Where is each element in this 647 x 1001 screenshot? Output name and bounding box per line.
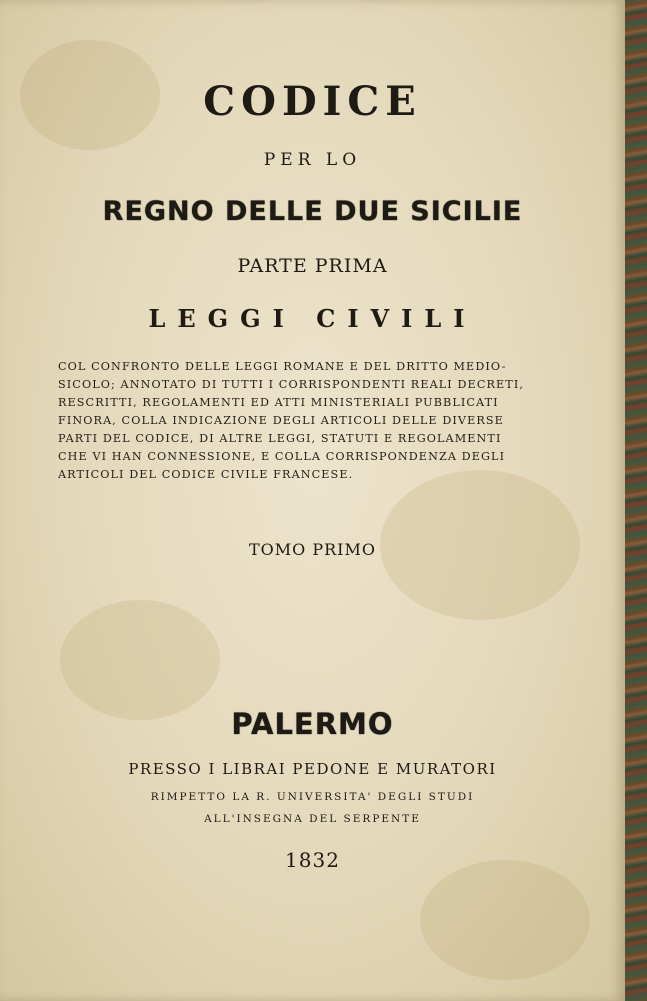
volume-label: TOMO PRIMO <box>248 540 376 559</box>
book-spine-edge <box>625 0 647 1001</box>
description-line: RESCRITTI, REGOLAMENTI ED ATTI MINISTERIALI PUBBLICATI <box>58 396 499 409</box>
description-line: ARTICOLI DEL CODICE CIVILE FRANCESE. <box>58 468 354 481</box>
description-line: SICOLO; ANNOTATO DI TUTTI I CORRISPONDENTI REALI DECRETI, <box>58 378 525 391</box>
city-name: PALERMO <box>231 707 394 741</box>
publication-year: 1832 <box>285 848 340 872</box>
description-line: FINORA, COLLA INDICAZIONE DEGLI ARTICOLI DELLE DIVERSE <box>58 414 504 427</box>
address-line-1: RIMPETTO LA R. UNIVERSITA' DEGLI STUDI <box>150 791 475 803</box>
book-title: CODICE <box>203 78 422 125</box>
paper-stain <box>420 860 590 980</box>
laws-heading: LEGGI CIVILI <box>148 304 477 333</box>
description-line: COL CONFRONTO DELLE LEGGI ROMANE E DEL DRITTO MEDIO- <box>58 360 507 373</box>
publisher-line: PRESSO I LIBRAI PEDONE E MURATORI <box>128 760 497 778</box>
description-line: CHE VI HAN CONNESSIONE, E COLLA CORRISPONDENZA DEGLI <box>58 450 506 463</box>
address-line-2: ALL'INSEGNA DEL SERPENTE <box>204 813 421 825</box>
kingdom-name: REGNO DELLE DUE SICILIE <box>102 196 523 227</box>
description-line: PARTI DEL CODICE, DI ALTRE LEGGI, STATUTI E REGOLAMENTI <box>58 432 502 445</box>
book-subtitle: PER LO <box>263 150 362 170</box>
part-label: PARTE PRIMA <box>237 255 388 277</box>
paper-stain <box>60 600 220 720</box>
description-block <box>58 358 525 484</box>
